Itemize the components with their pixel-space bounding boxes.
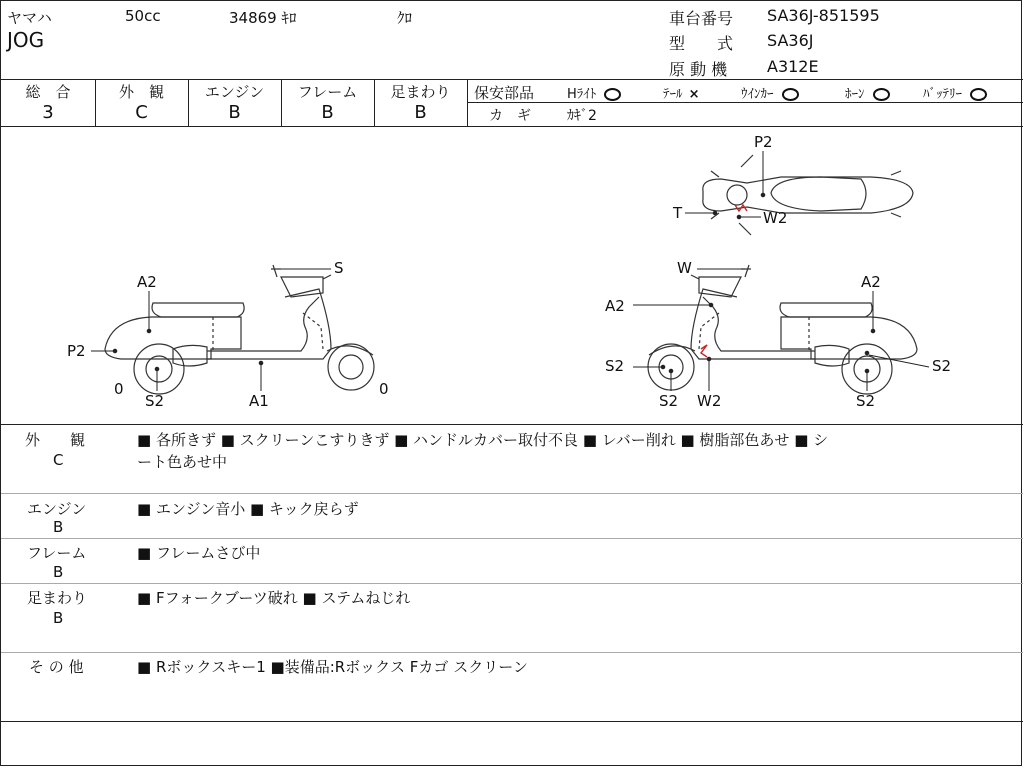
- displacement: 50cc: [125, 7, 161, 25]
- circle-icon: [873, 88, 890, 101]
- damage-mark-top: [735, 205, 747, 211]
- type-value: SA36J: [767, 31, 814, 50]
- frame-no-label: 車台番号: [669, 9, 734, 28]
- safety-item-label: Hﾗｲﾄ: [567, 87, 597, 102]
- note-grade: C: [53, 451, 64, 469]
- label-top-t: T: [673, 204, 683, 222]
- grade-total-label: 総 合: [25, 83, 71, 101]
- grade-suspension-value: B: [414, 102, 427, 123]
- engine-model-label: 原 動 機: [669, 60, 728, 79]
- label-left-o: 0: [114, 380, 124, 398]
- safety-item-label: ﾃｰﾙ: [663, 87, 683, 102]
- label-top-w2: W2: [763, 209, 788, 227]
- type-label: 型 式: [669, 34, 734, 53]
- safety-item-winker: [741, 83, 799, 102]
- cross-icon: ×: [688, 87, 700, 102]
- safety-title: 保安部品: [474, 84, 535, 102]
- circle-icon: [782, 88, 799, 101]
- divider: [1, 652, 1023, 653]
- note-label: フレーム: [27, 544, 87, 562]
- engine-model-value: A312E: [767, 57, 819, 76]
- note-text: ■ Fフォークブーツ破れ ■ ステムねじれ: [137, 589, 411, 607]
- label-left-p2: P2: [67, 342, 86, 360]
- safety-item-headlight: [567, 83, 621, 102]
- safety-item-tail: [663, 83, 700, 102]
- divider: [1, 721, 1023, 722]
- grade-exterior-label: 外 観: [118, 83, 164, 101]
- grade-suspension-label: 足まわり: [390, 83, 451, 101]
- divider: [1, 493, 1023, 494]
- scooter-diagram: [1, 127, 1023, 425]
- label-right-s2-right: S2: [932, 357, 952, 375]
- note-label: 足まわり: [27, 589, 88, 607]
- divider: [467, 102, 1023, 103]
- label-left-s2: S2: [145, 392, 165, 410]
- note-text-continued: ート色あせ中: [137, 453, 228, 471]
- color: ｸﾛ: [397, 9, 413, 27]
- divider: [467, 79, 468, 126]
- note-text: ■ 各所きず ■ スクリーンこすりきず ■ ハンドルカバー取付不良 ■ レバー削れ ■ 樹脂部色あせ ■ シ: [137, 431, 829, 449]
- key-value: ｶｷﾞ2: [567, 108, 597, 124]
- mileage: 34869 ｷﾛ: [229, 9, 297, 27]
- divider: [1, 424, 1023, 425]
- label-right-w: W: [677, 259, 692, 277]
- damage-mark-side: [701, 345, 707, 357]
- grade-total-value: 3: [42, 102, 54, 123]
- frame-no-value: SA36J-851595: [767, 6, 880, 25]
- note-label: 外 観: [25, 431, 86, 449]
- label-right-w2: W2: [697, 392, 722, 410]
- grade-frame-value: B: [321, 102, 334, 123]
- label-right-o: 0: [379, 380, 389, 398]
- safety-item-horn: [845, 83, 890, 102]
- grade-engine-label: エンジン: [204, 83, 265, 101]
- note-grade: B: [53, 563, 64, 581]
- circle-icon: [970, 88, 987, 101]
- label-right-a2-right: A2: [861, 273, 881, 291]
- label-right-s2-left: S2: [605, 357, 625, 375]
- grade-exterior-value: C: [135, 102, 148, 123]
- damage-marks: [701, 205, 747, 357]
- maker: ヤマハ: [7, 9, 52, 27]
- grade-engine-value: B: [228, 102, 241, 123]
- label-top-p2: P2: [754, 133, 773, 151]
- note-text: ■ Rボックスキー1 ■装備品:Rボックス Fカゴ スクリーン: [137, 658, 528, 676]
- label-left-s: S: [334, 259, 344, 277]
- safety-item-label: ｳｲﾝｶｰ: [741, 87, 774, 102]
- label-left-a1: A1: [249, 392, 269, 410]
- safety-item-label: ﾎｰﾝ: [845, 87, 865, 102]
- scooter-top-view: [703, 155, 913, 235]
- divider: [1, 538, 1023, 539]
- note-label: そ の 他: [29, 658, 84, 676]
- note-text: ■ フレームさび中: [137, 544, 261, 562]
- label-right-s2-bottom-left: S2: [659, 392, 679, 410]
- grade-frame-label: フレーム: [297, 83, 358, 101]
- label-left-a2: A2: [137, 273, 157, 291]
- note-grade: B: [53, 518, 64, 536]
- divider: [1, 583, 1023, 584]
- label-right-s2-bottom-right: S2: [856, 392, 876, 410]
- divider: [1, 79, 1023, 80]
- safety-item-label: ﾊﾞｯﾃﾘｰ: [923, 87, 962, 102]
- label-right-a2-left: A2: [605, 297, 625, 315]
- model-name: JOG: [7, 28, 45, 52]
- note-text: ■ エンジン音小 ■ キック戻らず: [137, 500, 359, 518]
- key-label: カ ギ: [489, 108, 531, 124]
- note-label: エンジン: [27, 500, 87, 518]
- safety-item-battery: [923, 83, 987, 102]
- note-grade: B: [53, 609, 64, 627]
- circle-icon: [604, 88, 621, 101]
